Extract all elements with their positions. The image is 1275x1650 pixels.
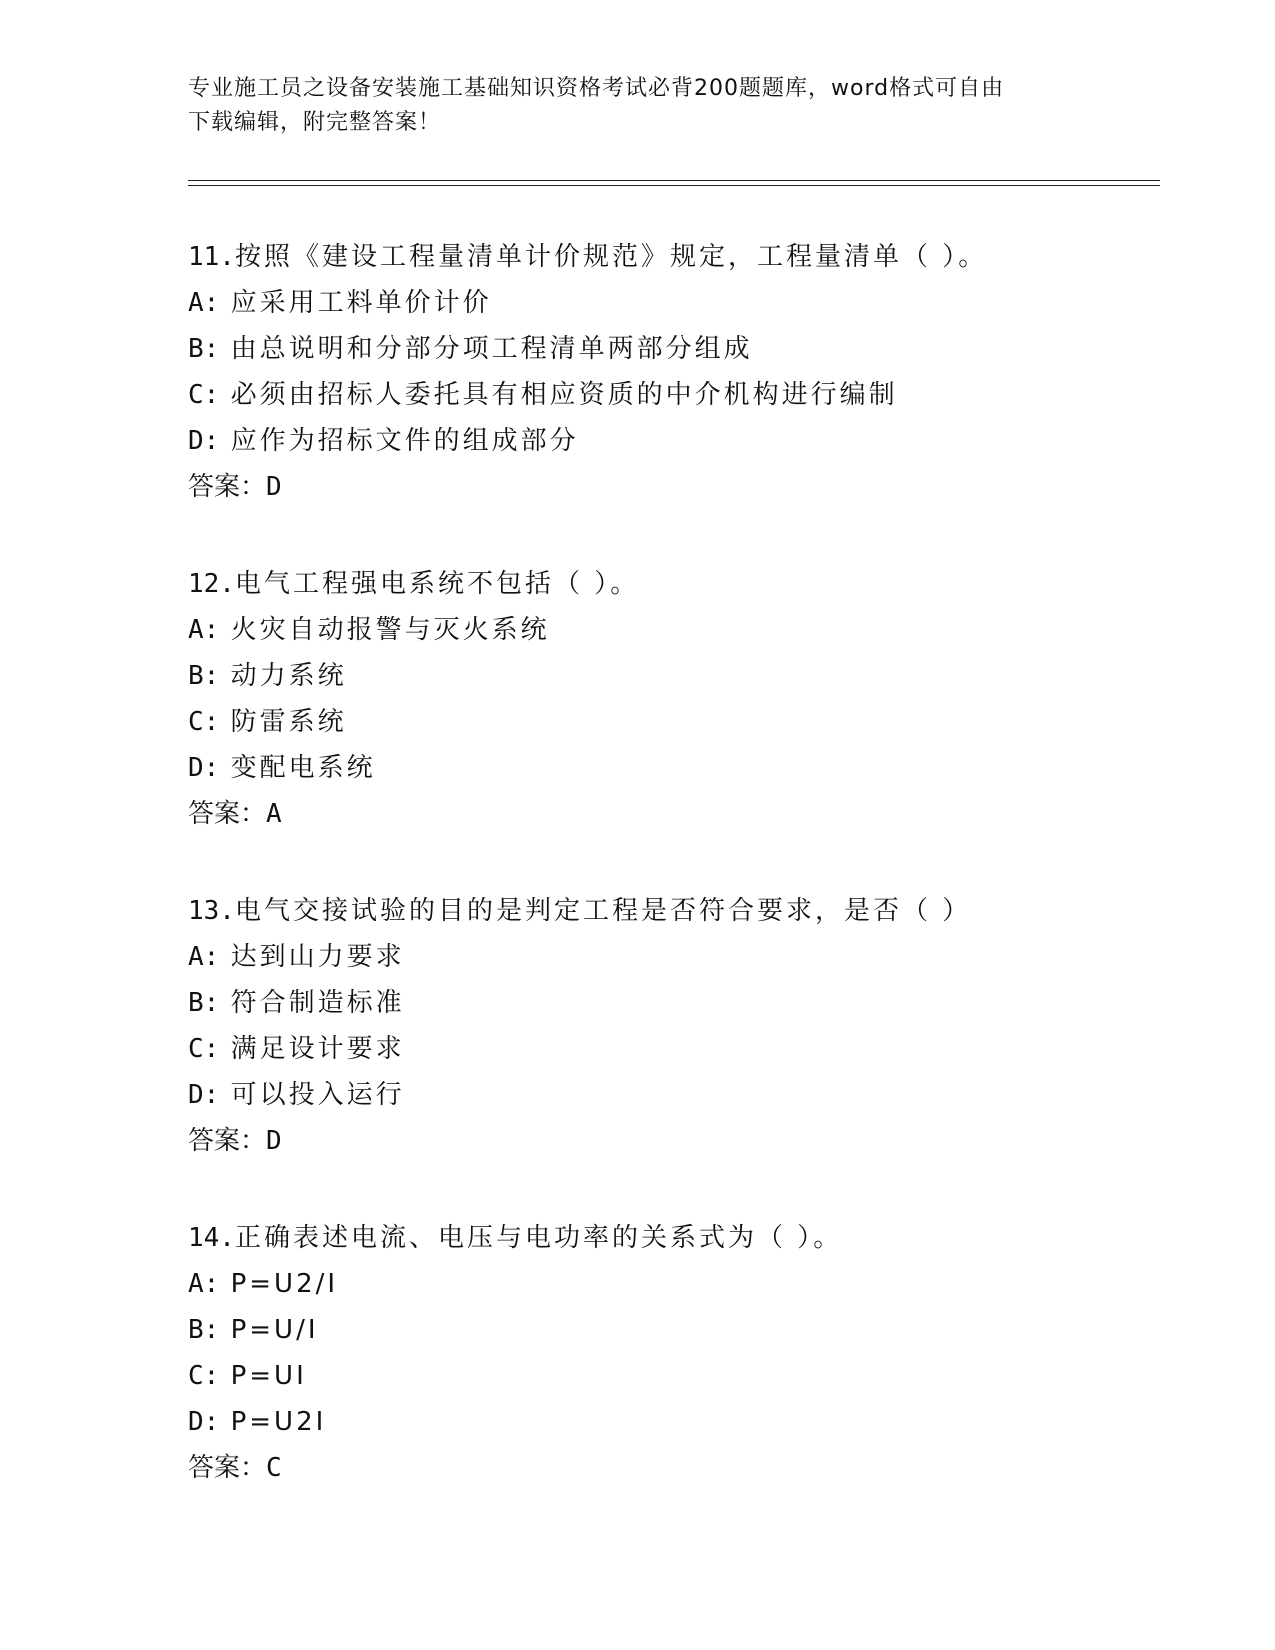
header-line-2: 下载编辑，附完整答案！ xyxy=(188,110,442,135)
option-text: P=U2I xyxy=(230,1407,327,1437)
option-a xyxy=(188,1261,1168,1307)
question-number: 11. xyxy=(188,242,235,272)
option-letter: D: xyxy=(188,753,220,783)
answer-line xyxy=(188,791,1168,837)
option-letter: D: xyxy=(188,426,220,456)
option-text: 火灾自动报警与灭火系统 xyxy=(230,615,550,645)
option-b xyxy=(188,326,1168,372)
option-text: 应采用工料单价计价 xyxy=(230,288,492,318)
question-stem xyxy=(188,234,1168,280)
header-divider-bottom xyxy=(188,185,1160,186)
option-a xyxy=(188,934,1168,980)
question-number: 12. xyxy=(188,569,235,599)
option-text: 应作为招标文件的组成部分 xyxy=(230,426,579,456)
question-stem xyxy=(188,888,1168,934)
option-text: 可以投入运行 xyxy=(230,1080,405,1110)
option-letter: C: xyxy=(188,380,220,410)
option-text: 符合制造标准 xyxy=(230,988,405,1018)
option-c xyxy=(188,372,1168,418)
option-letter: A: xyxy=(188,288,220,318)
header-line-1: 专业施工员之设备安装施工基础知识资格考试必背200题题库，word格式可自由 xyxy=(188,76,1005,101)
option-c xyxy=(188,1353,1168,1399)
answer-value: C xyxy=(266,1453,282,1483)
option-letter: C: xyxy=(188,1361,220,1391)
header-divider-top xyxy=(188,180,1160,181)
option-letter: B: xyxy=(188,334,220,364)
answer-label: 答案： xyxy=(188,799,267,829)
option-letter: B: xyxy=(188,661,220,691)
question-number: 14. xyxy=(188,1223,235,1253)
option-letter: B: xyxy=(188,988,220,1018)
answer-line xyxy=(188,1118,1168,1164)
document-header xyxy=(188,72,1088,140)
option-letter: C: xyxy=(188,707,220,737)
question-13 xyxy=(188,888,1168,1164)
option-letter: D: xyxy=(188,1407,220,1437)
answer-line xyxy=(188,1445,1168,1491)
answer-label: 答案： xyxy=(188,1453,267,1483)
option-c xyxy=(188,1026,1168,1072)
option-text: 达到山力要求 xyxy=(230,942,405,972)
option-text: 必须由招标人委托具有相应资质的中介机构进行编制 xyxy=(230,380,898,410)
option-d xyxy=(188,1399,1168,1445)
option-text: 变配电系统 xyxy=(230,753,376,783)
question-number: 13. xyxy=(188,896,235,926)
answer-value: D xyxy=(266,472,282,502)
option-a xyxy=(188,280,1168,326)
question-14 xyxy=(188,1215,1168,1491)
option-text: 防雷系统 xyxy=(230,707,347,737)
option-d xyxy=(188,745,1168,791)
option-b xyxy=(188,653,1168,699)
option-d xyxy=(188,418,1168,464)
question-11 xyxy=(188,234,1168,510)
option-letter: D: xyxy=(188,1080,220,1110)
option-d xyxy=(188,1072,1168,1118)
option-b xyxy=(188,980,1168,1026)
option-text: 动力系统 xyxy=(230,661,347,691)
answer-value: A xyxy=(266,799,282,829)
option-text: P=U2/I xyxy=(230,1269,339,1299)
option-b xyxy=(188,1307,1168,1353)
option-letter: A: xyxy=(188,1269,220,1299)
option-c xyxy=(188,699,1168,745)
option-text: P=U/I xyxy=(230,1315,319,1345)
option-letter: A: xyxy=(188,942,220,972)
option-text: 由总说明和分部分项工程清单两部分组成 xyxy=(230,334,753,364)
question-12 xyxy=(188,561,1168,837)
question-stem xyxy=(188,1215,1168,1261)
answer-value: D xyxy=(266,1126,282,1156)
option-letter: B: xyxy=(188,1315,220,1345)
answer-line xyxy=(188,464,1168,510)
question-text: 正确表述电流、电压与电功率的关系式为（ ）。 xyxy=(234,1223,843,1253)
option-a xyxy=(188,607,1168,653)
question-stem xyxy=(188,561,1168,607)
answer-label: 答案： xyxy=(188,1126,267,1156)
question-text: 按照《建设工程量清单计价规范》规定，工程量清单（ ）。 xyxy=(234,242,988,272)
option-text: 满足设计要求 xyxy=(230,1034,405,1064)
question-text: 电气工程强电系统不包括（ ）。 xyxy=(234,569,640,599)
question-text: 电气交接试验的目的是判定工程是否符合要求，是否（ ） xyxy=(234,896,972,926)
option-letter: A: xyxy=(188,615,220,645)
option-letter: C: xyxy=(188,1034,220,1064)
question-list xyxy=(188,234,1168,1542)
option-text: P=UI xyxy=(230,1361,307,1391)
answer-label: 答案： xyxy=(188,472,267,502)
